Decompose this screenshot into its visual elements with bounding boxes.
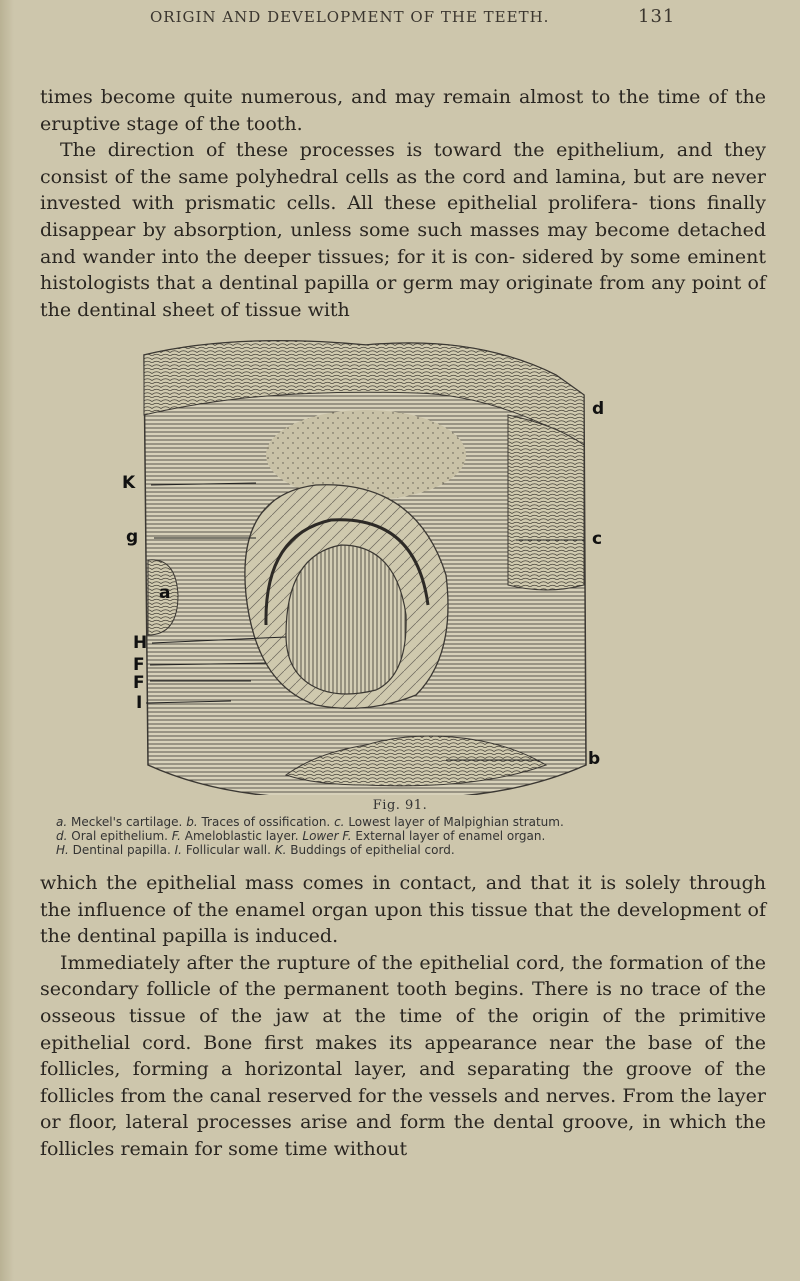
body-text-bottom <box>40 870 766 1163</box>
legend-text: Oral epithelium. <box>71 829 168 843</box>
page-number: 131 <box>638 6 676 27</box>
legend-key: K. <box>274 843 287 857</box>
paragraph-secondary-follicle: Immediately after the rupture of the epithelial cord, the formation of the secondary follicle of the permanent tooth begins. There is no trace of the osseous tissue of the jaw at the time of the origin of the primitive epithelial cord. Bone first makes its appearance near the base of the follicles, forming a horizontal layer, and separating the groove of the follicles from the canal reserved for the vessels and nerves. From the layer or floor, lateral processes arise and form the dental groove, in which the follicles remain for some time without <box>40 951 766 1160</box>
dentinal-papilla <box>286 545 406 694</box>
legend-text: External layer of enamel organ. <box>355 829 546 843</box>
legend-line-2 <box>56 829 756 843</box>
figure-label-g: g <box>126 527 139 547</box>
legend-text: Ameloblastic layer. <box>184 829 299 843</box>
figure-label-c: c <box>592 529 603 549</box>
figure-label-K: K <box>122 473 136 493</box>
legend-key: I. <box>174 843 182 857</box>
legend-key: F. <box>171 829 181 843</box>
figure-label-a: a <box>159 583 171 603</box>
legend-text: Lowest layer of Malpighian stratum. <box>348 815 564 829</box>
figure-caption-title: Fig. 91. <box>372 798 428 813</box>
paragraph-continuation-2: which the epithelial mass comes in contact, and that it is solely through the influence of the enamel organ upon this tissue that the development of the dentinal papilla is induced. <box>40 872 766 948</box>
legend-key: H. <box>56 843 69 857</box>
figure-label-I: I <box>136 693 143 713</box>
legend-text: Meckel's cartilage. <box>71 815 183 829</box>
figure-tooth-section <box>116 335 616 795</box>
legend-key: Lower F. <box>302 829 352 843</box>
legend-line-1 <box>56 815 756 829</box>
figure-label-b: b <box>588 749 601 769</box>
figure-label-F1: F <box>133 655 145 675</box>
page-binding-edge <box>0 0 14 1281</box>
legend-text: Traces of ossification. <box>201 815 331 829</box>
paragraph-continuation: times become quite numerous, and may remain almost to the time of the eruptive stage of the tooth. <box>40 86 766 135</box>
legend-key: b. <box>186 815 198 829</box>
legend-line-3 <box>56 843 756 857</box>
legend-key: a. <box>56 815 68 829</box>
figure-legend <box>56 815 756 857</box>
figure-label-d: d <box>592 399 605 419</box>
legend-key: d. <box>56 829 68 843</box>
legend-key: c. <box>334 815 345 829</box>
loose-tissue <box>266 410 466 500</box>
body-text-top <box>40 84 766 323</box>
running-title: ORIGIN AND DEVELOPMENT OF THE TEETH. <box>150 8 550 26</box>
figure-label-H: H <box>133 633 148 653</box>
legend-text: Follicular wall. <box>185 843 271 857</box>
right-epithelial-column <box>508 415 584 590</box>
legend-text: Buddings of epithelial cord. <box>290 843 455 857</box>
figure-label-F2: F <box>133 673 145 693</box>
figure-illustration <box>116 335 616 795</box>
paragraph-direction: The direction of these processes is toward the epithelium, and they consist of the same polyhedral cells as the cord and lamina, but are never invested with prismatic cells. All these epithelial prolifera- tions finally disappear by absorption, unless some such masses may become detached and wander into the deeper tissues; for it is con- sidered by some eminent histologists that a dentinal papilla or germ may originate from any point of the dentinal sheet of tissue with <box>40 139 766 321</box>
legend-text: Dentinal papilla. <box>72 843 171 857</box>
